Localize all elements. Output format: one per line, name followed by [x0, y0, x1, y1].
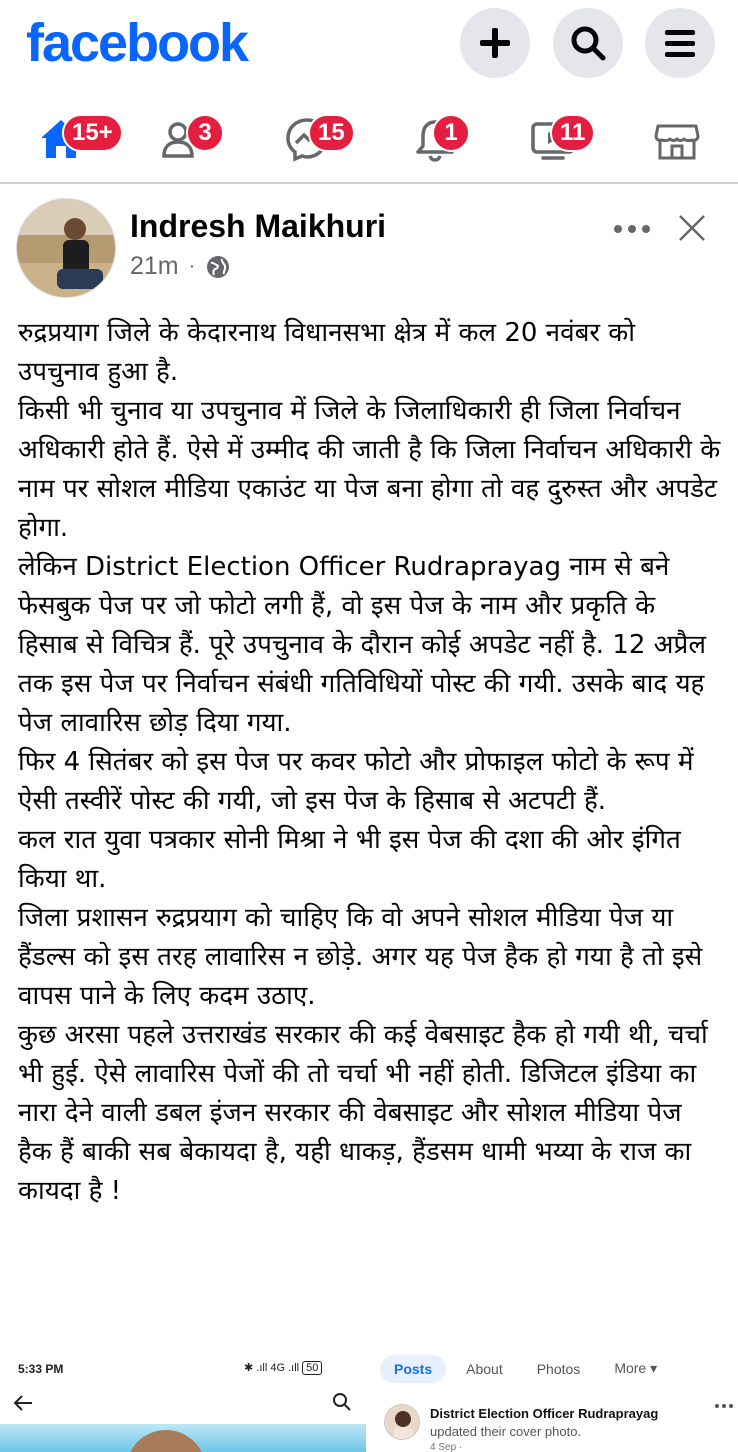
search-button[interactable] [553, 8, 623, 78]
nav-notifications[interactable] [410, 106, 470, 166]
page-avatar[interactable] [384, 1404, 420, 1440]
more-options-icon[interactable] [714, 1402, 734, 1410]
tab-about[interactable]: About [466, 1360, 503, 1377]
cover-photo-preview [0, 1424, 366, 1452]
attached-screenshot-left[interactable] [0, 1348, 366, 1452]
avatar-photo [17, 199, 116, 298]
globe-icon [205, 254, 231, 280]
nav-marketplace[interactable] [652, 106, 712, 166]
post-body [18, 314, 722, 1211]
page-avatar-photo [385, 1405, 420, 1440]
tab-photos[interactable]: Photos [536, 1360, 581, 1377]
top-header [0, 0, 738, 90]
more-options-icon[interactable] [612, 214, 652, 244]
back-arrow-icon[interactable] [12, 1392, 34, 1414]
signal-icon-2: .ıll [288, 1362, 303, 1374]
menu-button[interactable] [645, 8, 715, 78]
tab-more[interactable]: More ▾ [614, 1360, 658, 1376]
post-paragraph: कल रात युवा पत्रकार सोनी मिश्रा ने भी इस पेज की दशा की ओर इंगित किया था. [18, 825, 681, 894]
tab-posts[interactable]: Posts [380, 1355, 446, 1383]
status-indicators [244, 1361, 322, 1374]
post-paragraph: किसी भी चुनाव या उपचुनाव में जिले के जिलाधिकारी ही जिला निर्वाचन अधिकारी होते हैं. ऐसे में उम्मीद की जाती है कि जिला निर्वाचन अधिकारी के नाम पर सोशल मीडिया एकाउंट या पेज बना होगा तो वह दुरुस्त और अपडेट होगा. [18, 396, 721, 543]
attached-screenshot-right[interactable] [370, 1348, 738, 1452]
marketplace-icon [652, 114, 702, 164]
post-paragraph: लेकिन District Election Officer Rudraprayag नाम से बने फेसबुक पेज पर जो फोटो लगी हैं, वो इस पेज के नाम और प्रकृति के हिसाब से विचित्र हैं. पूरे उपचुनाव के दौरान कोई अपडेट नहीं है. 12 अप्रैल तक इस पेज पर निर्वाचन संबंधी गतिविधियों पोस्ट की गयी. उसके बाद यह पेज लावारिस छोड़ दिया गया. [18, 552, 706, 738]
post-paragraph: जिला प्रशासन रुद्रप्रयाग को चाहिए कि वो अपने सोशल मीडिया पेज या हैंडल्स को इस तरह लावारिस न छोड़े. अगर यह पेज हैक हो गया है तो इसे वापस पाने के लिए कदम उठाए. [18, 903, 703, 1011]
post-paragraph: रुद्रप्रयाग जिले के केदारनाथ विधानसभा क्षेत्र में कल 20 नवंबर को उपचुनाव हुआ है. [18, 318, 636, 387]
nav-messenger[interactable] [282, 106, 345, 166]
friends-badge: 3 [186, 114, 224, 152]
create-button[interactable] [460, 8, 530, 78]
home-badge: 15+ [62, 114, 123, 152]
post-time[interactable]: 21m [130, 252, 179, 280]
page-action: updated their cover photo. [430, 1424, 582, 1439]
facebook-logo[interactable]: facebook [26, 13, 248, 73]
nav-bar [0, 92, 738, 184]
post-paragraph: कुछ अरसा पहले उत्तराखंड सरकार की कई वेबसाइट हैक हो गयी थी, चर्चा भी हुई. ऐसे लावारिस पेजों की तो चर्चा भी नहीं होती. डिजिटल इंडिया का नारा देने वाली डबल इंजन सरकार की वेबसाइट और सोशल मीडिया पेज हैक हैं बाकी सब बेकायदा है, यही धाकड़, हैंडसम धामी भय्या के राज का कायदा है ! [18, 1020, 708, 1206]
post-paragraph: फिर 4 सितंबर को इस पेज पर कवर फोटो और प्रोफाइल फोटो के रूप में ऐसी तस्वीरें पोस्ट की गयी, जो इस पेज के हिसाब से अटपटी हैं. [18, 747, 694, 816]
notifications-badge: 1 [432, 114, 470, 152]
page-date: 4 Sep · [430, 1442, 463, 1452]
messenger-badge: 15 [308, 114, 355, 152]
nav-home[interactable] [36, 106, 113, 166]
network-type: 4G [270, 1362, 286, 1374]
menu-icon [660, 23, 700, 63]
battery-level: 50 [302, 1361, 322, 1375]
post-meta [130, 252, 231, 281]
signal-icon: ✱ .ıll [244, 1362, 271, 1374]
page-name[interactable]: District Election Officer Rudraprayag [430, 1406, 659, 1421]
search-icon [568, 23, 608, 63]
search-icon[interactable] [332, 1392, 352, 1412]
page-tabs [380, 1354, 677, 1383]
author-avatar[interactable] [16, 198, 116, 298]
separator-dot: · [188, 255, 196, 277]
nav-friends[interactable] [158, 106, 218, 166]
plus-icon [475, 23, 515, 63]
nav-video[interactable] [528, 106, 588, 166]
close-icon[interactable] [676, 212, 708, 244]
status-time: 5:33 PM [18, 1362, 64, 1376]
cover-photo-subject [126, 1430, 206, 1452]
author-name[interactable]: Indresh Maikhuri [130, 208, 387, 244]
video-badge: 11 [550, 114, 595, 152]
